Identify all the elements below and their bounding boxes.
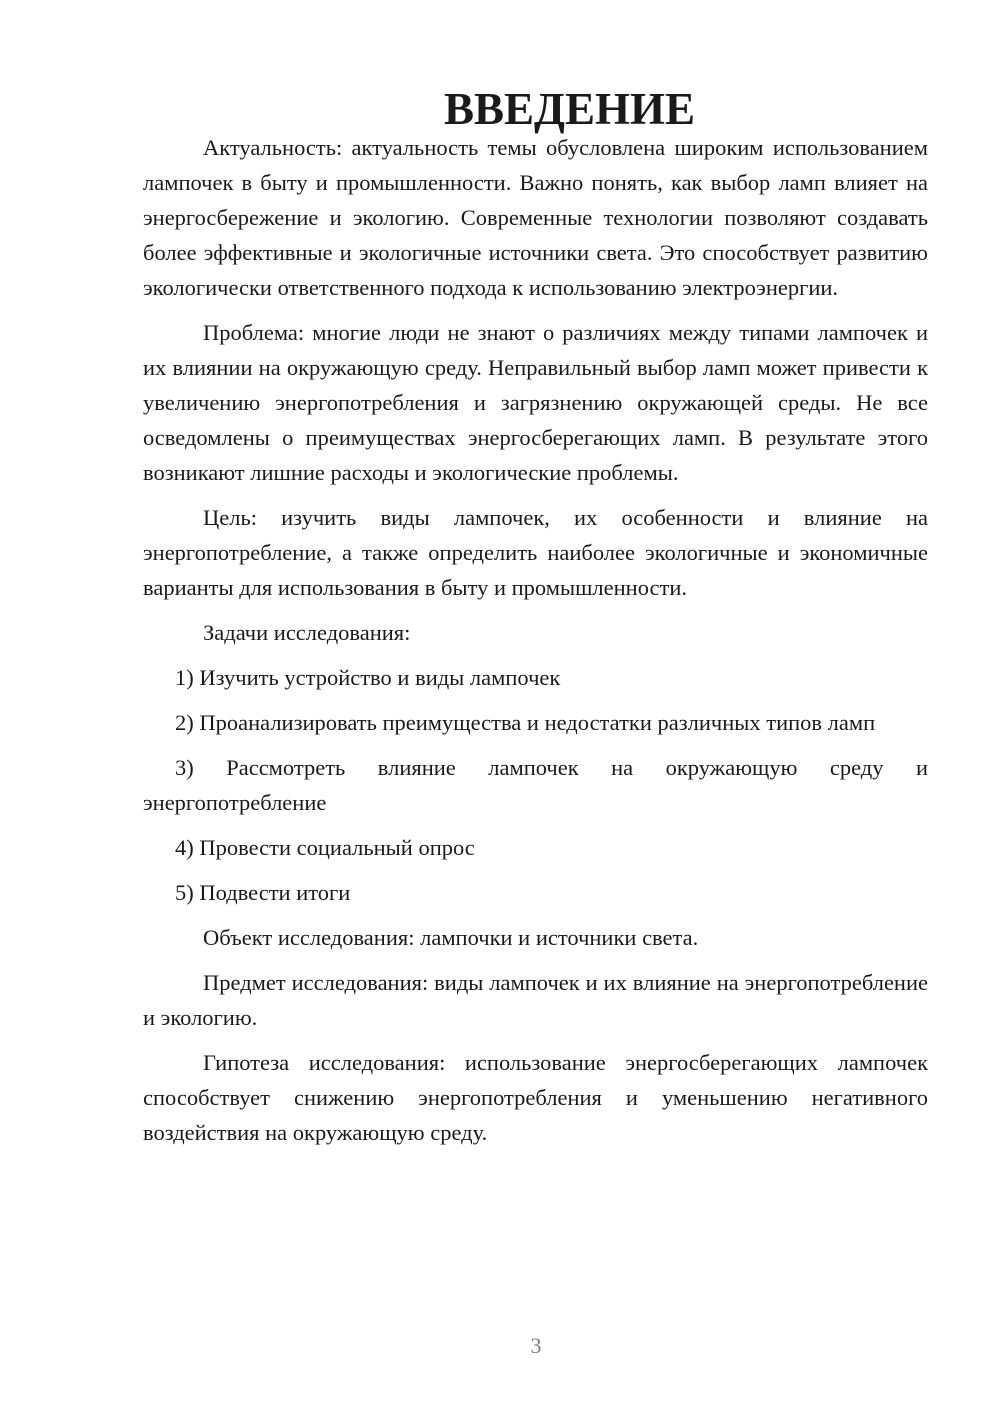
task-item: 5) Подвести итоги bbox=[175, 880, 351, 905]
page-number: 3 bbox=[530, 1333, 542, 1358]
tasks-title: Задачи исследования: bbox=[203, 620, 411, 645]
task-item: 1) Изучить устройство и виды лампочек bbox=[175, 665, 561, 690]
relevance-paragraph: Актуальность: актуальность темы обусловлена широким использованием лампочек в быту и промышленности. Важно понять, как выбор ламп влияет на энергосбережение и экологию. Современные технологии позволяют создавать более эффективные и экологичные источники света. Это способствует развитию экологически ответственного подхода к использованию электроэнергии. bbox=[143, 135, 928, 300]
goal-paragraph: Цель: изучить виды лампочек, их особенности и влияние на энергопотребление, а также определить наиболее экологичные и экономичные варианты для использования в быту и промышленности. bbox=[143, 505, 928, 600]
object-paragraph: Объект исследования: лампочки и источники света. bbox=[203, 925, 699, 950]
task-item: 3) Рассмотреть влияние лампочек на окружающую среду и энергопотребление bbox=[143, 755, 928, 815]
task-item: 2) Проанализировать преимущества и недостатки различных типов ламп bbox=[175, 710, 876, 735]
tasks-list bbox=[143, 660, 928, 910]
page-title: ВВЕДЕНИЕ bbox=[443, 84, 696, 134]
page-content bbox=[143, 84, 928, 1150]
hypothesis-paragraph: Гипотеза исследования: использование энергосберегающих лампочек способствует снижению энергопотребления и уменьшению негативного воздействия на окружающую среду. bbox=[143, 1050, 928, 1145]
task-item: 4) Провести социальный опрос bbox=[175, 835, 475, 860]
subject-paragraph: Предмет исследования: виды лампочек и их влияние на энергопотребление и экологию. bbox=[143, 970, 928, 1030]
problem-paragraph: Проблема: многие люди не знают о различиях между типами лампочек и их влиянии на окружающую среду. Неправильный выбор ламп может привести к увеличению энергопотребления и загрязнению окружающей среды. Не все осведомлены о преимуществах энергосберегающих ламп. В результате этого возникают лишние расходы и экологические проблемы. bbox=[143, 320, 928, 485]
